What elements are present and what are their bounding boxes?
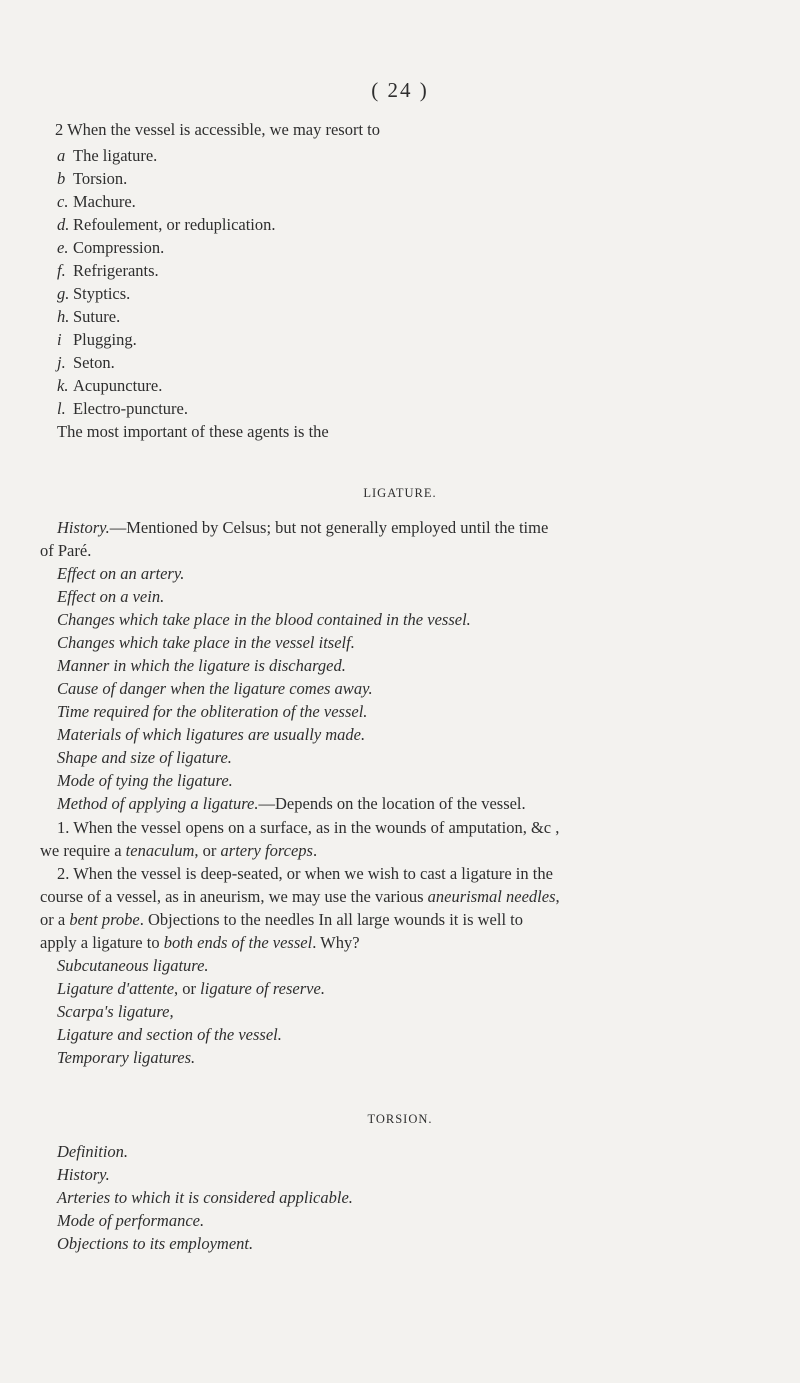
para-two-line: course of a vessel, as in aneurism, we may use the various aneurismal needles, xyxy=(40,887,560,906)
topic-line: Time required for the obliteration of the vessel. xyxy=(57,702,368,721)
topic-line: Mode of tying the ligature. xyxy=(57,771,233,790)
para-one-line: 1. When the vessel opens on a surface, as in the wounds of amputation, &c , xyxy=(57,818,560,837)
list-item: g. Styptics. xyxy=(57,284,131,303)
topic-line: Effect on an artery. xyxy=(57,564,185,583)
para-one-line: we require a tenaculum, or artery forceps. xyxy=(40,841,318,860)
topic-line: Ligature d'attente, or ligature of reserve. xyxy=(57,979,325,998)
section-heading-ligature: LIGATURE. xyxy=(363,486,437,500)
section-heading-torsion: TORSION. xyxy=(367,1112,433,1126)
topic-line: Changes which take place in the blood contained in the vessel. xyxy=(57,610,471,629)
history-continuation: of Paré. xyxy=(40,541,92,560)
list-item: a The ligature. xyxy=(57,146,158,165)
list-item: l. Electro-puncture. xyxy=(57,399,188,418)
summary-line: The most important of these agents is the xyxy=(57,422,329,441)
list-item: i Plugging. xyxy=(57,330,137,349)
list-item: f. Refrigerants. xyxy=(57,261,159,280)
history-line: History.—Mentioned by Celsus; but not generally employed until the time xyxy=(57,518,549,537)
para-two-line: 2. When the vessel is deep-seated, or when we wish to cast a ligature in the xyxy=(57,864,553,883)
topic-line: Objections to its employment. xyxy=(57,1234,254,1253)
topic-line: Manner in which the ligature is discharged. xyxy=(57,656,346,675)
topic-line: Subcutaneous ligature. xyxy=(57,956,209,975)
list-item: j. Seton. xyxy=(57,353,115,372)
topic-line: Materials of which ligatures are usually made. xyxy=(57,725,366,744)
topic-line: Temporary ligatures. xyxy=(57,1048,196,1067)
list-item: e. Compression. xyxy=(57,238,165,257)
list-item: b Torsion. xyxy=(57,169,128,188)
topic-line: Definition. xyxy=(57,1142,129,1161)
topic-line: Mode of performance. xyxy=(57,1211,205,1230)
list-item: k. Acupuncture. xyxy=(57,376,163,395)
topic-line: Arteries to which it is considered applicable. xyxy=(57,1188,353,1207)
topic-line: Scarpa's ligature, xyxy=(57,1002,174,1021)
topic-line: Cause of danger when the ligature comes away. xyxy=(57,679,373,698)
topic-line: Changes which take place in the vessel itself. xyxy=(57,633,355,652)
topic-line: History. xyxy=(57,1165,110,1184)
para-two-line: apply a ligature to both ends of the vessel. Why? xyxy=(40,933,360,952)
method-line: Method of applying a ligature.—Depends on the location of the vessel. xyxy=(57,794,526,813)
list-item: h. Suture. xyxy=(57,307,121,326)
list-item: d. Refoulement, or reduplication. xyxy=(57,215,276,234)
page-number: ( 24 ) xyxy=(371,78,429,102)
intro-line: 2 When the vessel is accessible, we may resort to xyxy=(55,120,381,139)
topic-line: Effect on a vein. xyxy=(57,587,165,606)
topic-line: Ligature and section of the vessel. xyxy=(57,1025,282,1044)
para-two-line: or a bent probe. Objections to the needles In all large wounds it is well to xyxy=(40,910,523,929)
topic-line: Shape and size of ligature. xyxy=(57,748,232,767)
list-item: c. Machure. xyxy=(57,192,136,211)
